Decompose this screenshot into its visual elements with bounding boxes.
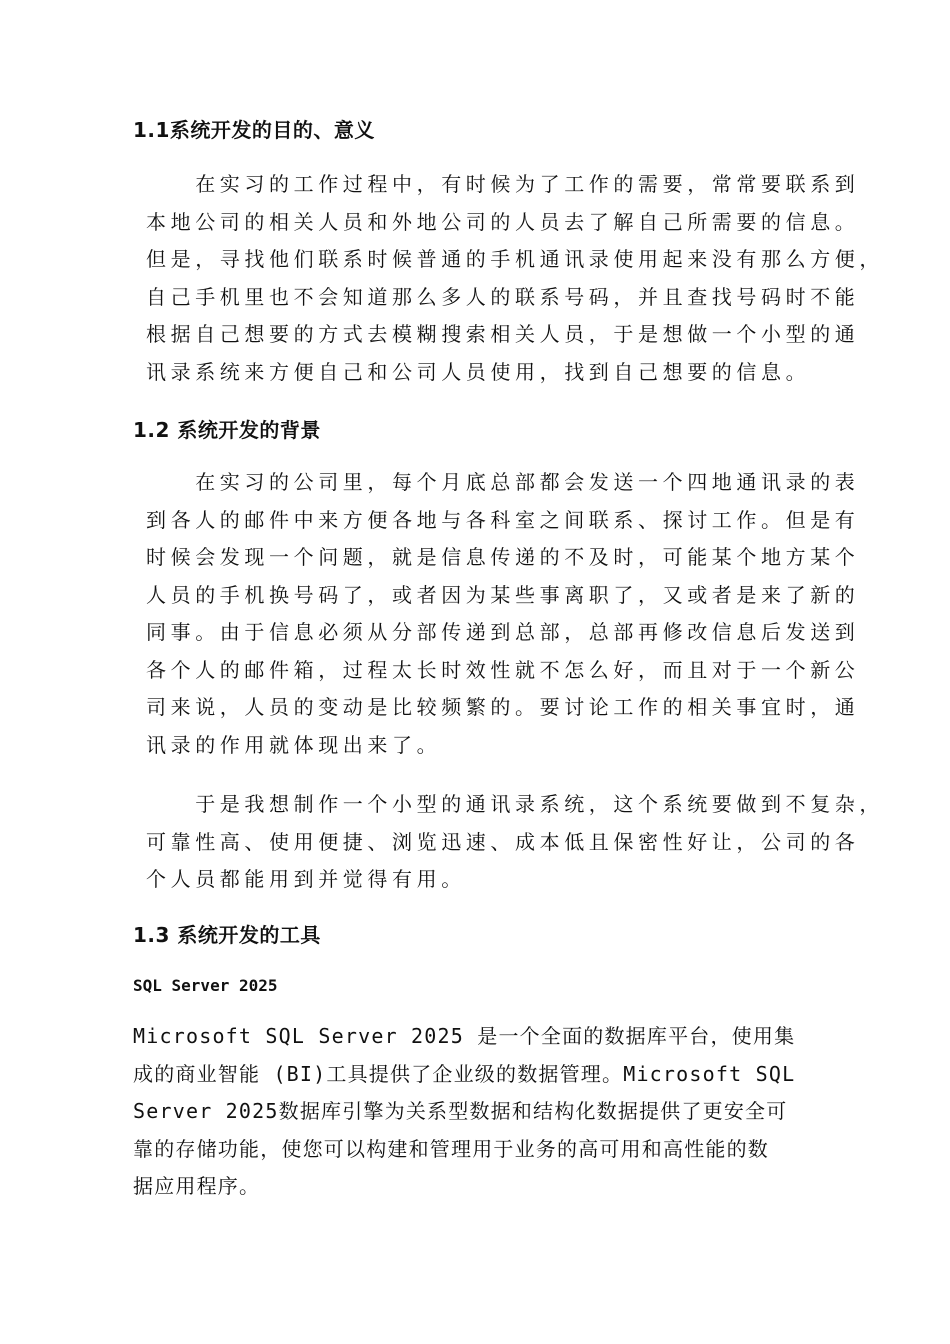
text-line: Microsoft SQL Server 2025 是一个全面的数据库平台，使用集	[133, 1024, 796, 1048]
section-heading-1-1: 1.1系统开发的目的、意义	[133, 118, 375, 142]
text-line: 在实习的公司里，每个月底总部都会发送一个四地通讯录的表	[146, 470, 860, 494]
text-line: 司来说，人员的变动是比较频繁的。要讨论工作的相关事宜时，通	[146, 695, 860, 719]
paragraph-background-1	[146, 464, 860, 764]
text-line: 在实习的工作过程中，有时候为了工作的需要，常常要联系到	[146, 172, 860, 196]
text-line: 可靠性高、使用便捷、浏览迅速、成本低且保密性好让，公司的各	[146, 829, 860, 854]
text-line: 人员的手机换号码了，或者因为某些事离职了，又或者是来了新的	[146, 582, 860, 607]
text-line: 讯录系统来方便自己和公司人员使用，找到自己想要的信息。	[146, 359, 811, 384]
section-heading-1-2: 1.2 系统开发的背景	[133, 418, 321, 442]
paragraph-background-2	[146, 786, 884, 899]
text-line: 根据自己想要的方式去模糊搜索相关人员，于是想做一个小型的通	[146, 322, 860, 346]
paragraph-tools	[133, 1018, 803, 1206]
text-line: 个人员都能用到并觉得有用。	[146, 867, 466, 891]
text-line: 讯录的作用就体现出来了。	[146, 732, 442, 757]
tool-subheading: SQL Server 2025	[133, 976, 278, 995]
text-line: 成的商业智能 (BI)工具提供了企业级的数据管理。Microsoft SQL	[133, 1061, 796, 1086]
text-line: 据应用程序。	[133, 1174, 261, 1198]
text-line: 本地公司的相关人员和外地公司的人员去了解自己所需要的信息。	[146, 209, 860, 234]
text-line: 自己手机里也不会知道那么多人的联系号码，并且查找号码时不能	[146, 284, 860, 309]
text-line: 但是，寻找他们联系时候普通的手机通讯录使用起来没有那么方便，	[146, 247, 884, 271]
paragraph-purpose	[146, 166, 884, 391]
text-line: 靠的存储功能，使您可以构建和管理用于业务的高可用和高性能的数	[133, 1136, 769, 1161]
text-line: 同事。由于信息必须从分部传递到总部，总部再修改信息后发送到	[146, 620, 860, 644]
text-line: 时候会发现一个问题，就是信息传递的不及时，可能某个地方某个	[146, 545, 860, 569]
text-line: Server 2025数据库引擎为关系型数据和结构化数据提供了更安全可	[133, 1099, 788, 1123]
text-line: 到各人的邮件中来方便各地与各科室之间联系、探讨工作。但是有	[146, 507, 860, 532]
text-line: 于是我想制作一个小型的通讯录系统，这个系统要做到不复杂，	[146, 792, 884, 816]
text-line: 各个人的邮件箱，过程太长时效性就不怎么好，而且对于一个新公	[146, 657, 860, 682]
section-heading-1-3: 1.3 系统开发的工具	[133, 923, 321, 947]
